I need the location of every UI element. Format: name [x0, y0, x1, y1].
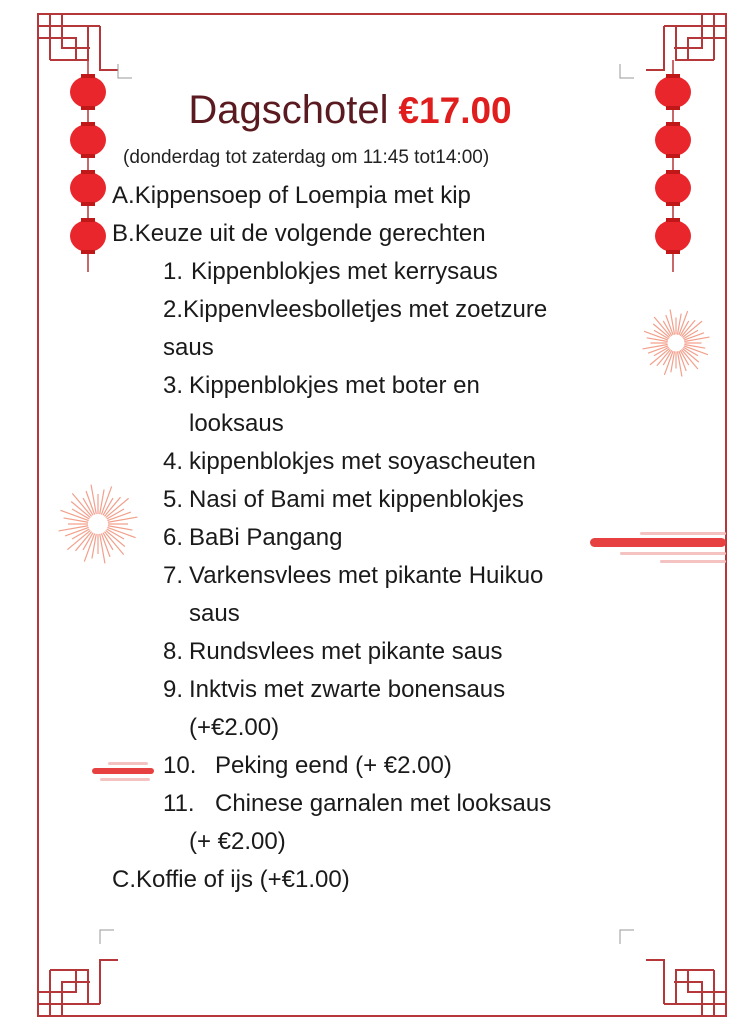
dish-item	[163, 561, 543, 591]
dish-name: Varkensvlees met pikante Huikuo	[189, 562, 544, 589]
lantern-icon	[70, 218, 106, 254]
dish-name: Chinese garnalen met looksaus	[215, 790, 552, 817]
course-b-label: B.	[112, 220, 135, 247]
course-b-text: Keuze uit de volgende gerechten	[134, 220, 486, 247]
dish-name-continued: (+ €2.00)	[189, 828, 286, 855]
dish-item	[163, 523, 342, 553]
dish-number: 4.	[163, 448, 184, 475]
firework-icon	[59, 485, 138, 564]
course-a-label: A.	[112, 182, 135, 209]
dish-number: 10.	[163, 752, 197, 779]
dish-name: Inktvis met zwarte bonensaus	[189, 676, 506, 703]
dish-item	[163, 257, 498, 287]
dish-item	[163, 485, 524, 515]
dish-number: 9.	[163, 676, 184, 703]
dish-number: 6.	[163, 524, 184, 551]
dish-item	[163, 637, 503, 667]
dish-name: Peking eend (+ €2.00)	[215, 752, 452, 779]
cloud-streak-right	[590, 532, 726, 563]
lantern-icon	[70, 170, 106, 206]
course-a-text: Kippensoep of Loempia met kip	[134, 182, 471, 209]
dish-item	[163, 371, 480, 401]
dish-number: 11.	[163, 790, 195, 817]
schedule-text: (donderdag tot zaterdag om 11:45 tot14:00)	[123, 147, 490, 168]
course-b	[112, 219, 486, 249]
dish-name: Rundsvlees met pikante saus	[189, 638, 503, 665]
firework-icon	[643, 310, 710, 377]
dish-item	[163, 789, 551, 819]
course-a	[112, 181, 471, 211]
dish-name: Kippenvleesbolletjes met zoetzure	[183, 296, 548, 323]
dish-number: 1.	[163, 258, 184, 285]
dish-number: 7.	[163, 562, 184, 589]
dish-number: 8.	[163, 638, 184, 665]
dish-name: Nasi of Bami met kippenblokjes	[189, 486, 524, 513]
dish-name: Kippenblokjes met kerrysaus	[191, 258, 498, 285]
lantern-icon	[655, 170, 691, 206]
corner-ornament-top-right	[646, 14, 726, 70]
dish-number: 2.	[163, 296, 184, 323]
dish-item	[163, 295, 547, 325]
title-text: Dagschotel	[188, 88, 389, 132]
dish-name-continued: saus	[189, 600, 240, 627]
course-c	[112, 865, 350, 895]
dish-name-continued: (+€2.00)	[189, 714, 280, 741]
course-c-text: Koffie of ijs (+€1.00)	[136, 866, 350, 893]
corner-ornament-top-left	[38, 14, 118, 70]
dish-name: BaBi Pangang	[189, 524, 343, 551]
dish-name: Kippenblokjes met boter en	[189, 372, 480, 399]
corner-ornament-bottom-right	[646, 960, 726, 1016]
dish-number: 5.	[163, 486, 184, 513]
dish-number: 3.	[163, 372, 184, 399]
dish-name-continued: looksaus	[189, 410, 284, 437]
corner-ornament-bottom-left	[38, 960, 118, 1016]
dish-item	[163, 675, 505, 705]
dish-item	[163, 447, 536, 477]
lantern-icon	[655, 218, 691, 254]
title-price: €17.00	[398, 90, 512, 131]
menu-title	[0, 84, 700, 137]
dish-item	[163, 751, 452, 781]
dish-name-continued: saus	[163, 334, 214, 361]
dish-name: kippenblokjes met soyascheuten	[189, 448, 536, 475]
course-c-label: C.	[112, 866, 136, 893]
cloud-streak-left	[92, 762, 154, 781]
